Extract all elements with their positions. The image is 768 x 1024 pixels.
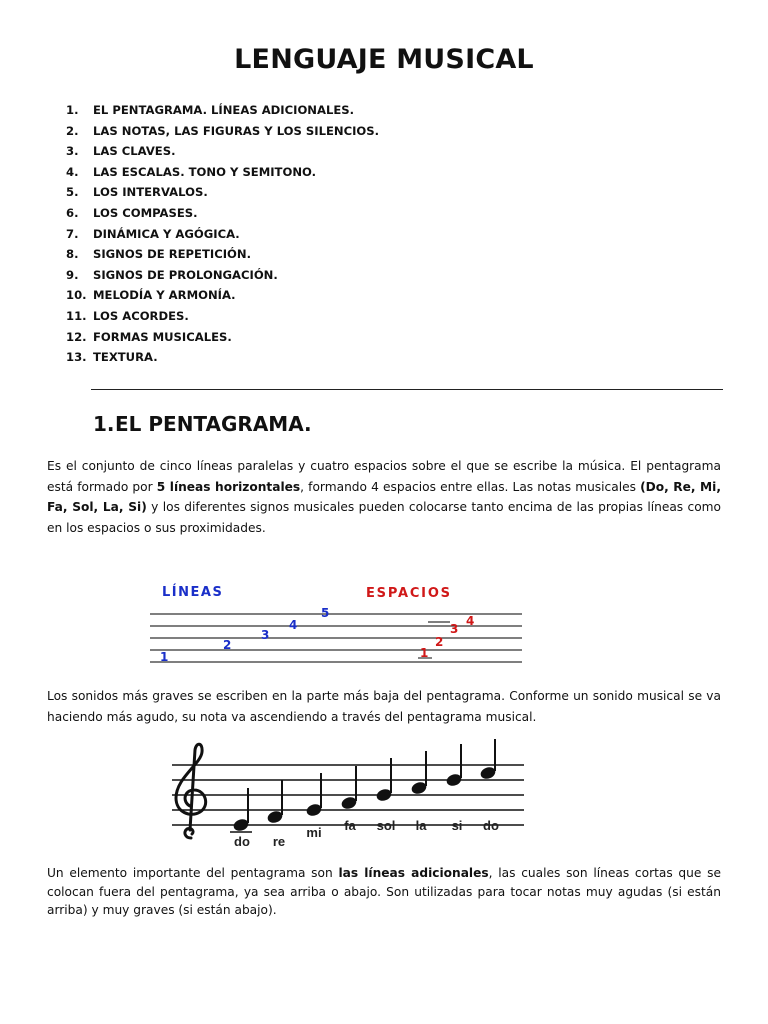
toc-item — [66, 244, 379, 265]
toc-item-number: 5. — [66, 185, 79, 200]
space-number: 1 — [420, 646, 429, 660]
space-number: 3 — [450, 622, 459, 636]
staff-lines — [172, 765, 524, 825]
toc-item-label: TEXTURA. — [93, 350, 158, 365]
text-run: Los sonidos más graves se escriben en la parte más baja del pentagrama. Conforme un sonido musical se va haciendo más agudo, su nota va ascendiendo a través del pentagrama musical. — [47, 689, 721, 724]
toc-item-number: 7. — [66, 226, 79, 241]
toc-item-label: LAS NOTAS, LAS FIGURAS Y LOS SILENCIOS. — [93, 123, 380, 138]
table-of-contents — [66, 100, 379, 368]
text-run: , las cuales son líneas cortas que se colocan fuera del pentagrama, ya sea arriba o abajo. Son utilizadas para tocar notas muy agudas (si están arriba) y muy graves (si están abajo). — [47, 866, 721, 917]
section-heading — [93, 412, 312, 436]
treble-clef-icon — [176, 744, 206, 838]
space-numbers — [420, 614, 474, 660]
toc-item-number: 8. — [66, 247, 79, 262]
note-name: mi — [306, 825, 322, 840]
toc-item — [66, 182, 379, 203]
toc-item-number: 12. — [66, 329, 87, 344]
note — [479, 739, 497, 781]
text-run: Un elemento importante del pentagrama son — [47, 866, 339, 880]
toc-item-label: SIGNOS DE PROLONGACIÓN. — [93, 267, 278, 282]
staff-lines-spaces-figure — [150, 578, 525, 670]
note-name: la — [415, 818, 427, 833]
toc-item — [66, 162, 379, 183]
toc-item-label: MELODÍA Y ARMONÍA. — [93, 288, 236, 303]
bold-text: las líneas adicionales — [338, 866, 489, 880]
note-name: fa — [344, 818, 356, 833]
toc-item-number: 13. — [66, 350, 87, 365]
toc-item-label: FORMAS MUSICALES. — [93, 329, 232, 344]
paragraph-pitch-direction — [47, 686, 721, 727]
toc-item-label: LOS INTERVALOS. — [93, 185, 208, 200]
toc-item-label: EL PENTAGRAMA. LÍNEAS ADICIONALES. — [93, 103, 355, 117]
toc-item — [66, 285, 379, 306]
note-name: do — [234, 834, 250, 849]
section-title: EL PENTAGRAMA. — [115, 412, 312, 436]
note — [266, 780, 284, 825]
line-number: 1 — [160, 650, 169, 664]
paragraph-staff-definition — [47, 456, 721, 538]
toc-item-label: LAS ESCALAS. TONO Y SEMITONO. — [93, 164, 317, 179]
line-number: 2 — [223, 638, 232, 652]
note-name: sol — [376, 818, 396, 833]
note — [445, 744, 463, 788]
toc-item-number: 3. — [66, 144, 79, 159]
line-number: 3 — [261, 628, 270, 642]
toc-item — [66, 327, 379, 348]
toc-item-number: 9. — [66, 267, 79, 282]
toc-item-label: LOS COMPASES. — [93, 205, 198, 220]
toc-item-label: SIGNOS DE REPETICIÓN. — [93, 247, 251, 262]
lineas-label: LÍNEAS — [162, 585, 224, 600]
note-name: do — [483, 818, 499, 833]
toc-item-number: 4. — [66, 164, 79, 179]
note-name: si — [451, 818, 463, 833]
line-number: 5 — [321, 606, 330, 620]
paragraph-ledger-lines — [47, 864, 721, 920]
toc-item-number: 2. — [66, 123, 79, 138]
line-numbers — [160, 606, 329, 664]
toc-item-label: LAS CLAVES. — [93, 144, 176, 159]
toc-item — [66, 224, 379, 245]
toc-item — [66, 100, 379, 121]
toc-item — [66, 265, 379, 286]
space-number: 4 — [466, 614, 475, 628]
text-run: , formando 4 espacios entre ellas. Las notas musicales — [300, 479, 641, 494]
section-number: 1. — [93, 412, 115, 436]
toc-item — [66, 306, 379, 327]
scale-notes-figure — [168, 738, 530, 850]
toc-item — [66, 347, 379, 368]
note — [340, 766, 358, 811]
note-name: re — [272, 834, 286, 849]
toc-item-number: 10. — [66, 288, 87, 303]
toc-item — [66, 203, 379, 224]
text-run: Es el conjunto de cinco líneas paralelas y cuatro espacios sobre el que se escribe la música. El pentagrama está formado por — [47, 459, 721, 494]
line-number: 4 — [289, 618, 298, 632]
toc-item — [66, 121, 379, 142]
espacios-label: ESPACIOS — [366, 586, 452, 601]
bold-text: (Do, Re, Mi, Fa, Sol, La, Si) — [47, 479, 721, 514]
toc-item-label: LOS ACORDES. — [93, 308, 189, 323]
space-number: 2 — [435, 635, 444, 649]
page-title: LENGUAJE MUSICAL — [234, 44, 534, 75]
text-run: y los diferentes signos musicales pueden colocarse tanto encima de las propias líneas como en los espacios o sus proximidades. — [47, 500, 721, 535]
toc-item-number: 6. — [66, 205, 79, 220]
note — [410, 751, 428, 796]
section-divider — [91, 389, 723, 390]
toc-item — [66, 141, 379, 162]
toc-item-number: 1. — [66, 103, 79, 117]
toc-item-number: 11. — [66, 308, 87, 323]
bold-text: 5 líneas horizontales — [156, 479, 301, 494]
toc-item-label: DINÁMICA Y AGÓGICA. — [93, 226, 240, 241]
